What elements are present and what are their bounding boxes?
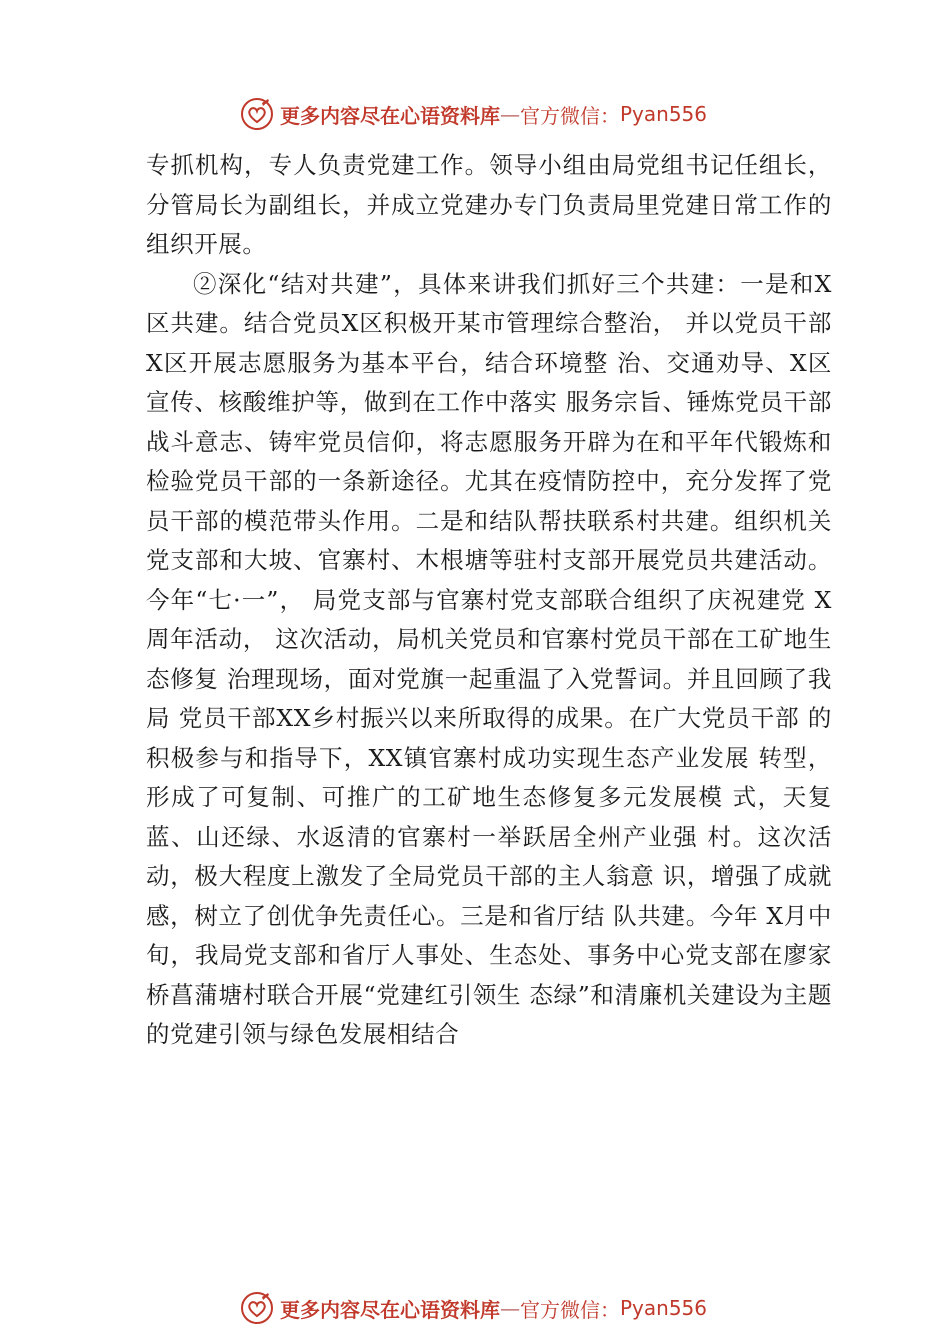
heart-pen-logo	[240, 97, 274, 131]
footer-banner	[240, 1290, 760, 1326]
banner-dash: —	[500, 102, 520, 126]
document-body	[146, 146, 832, 1055]
banner-wechat-label: 官方微信：	[520, 103, 620, 128]
banner-wechat-id: Pyan556	[620, 1296, 708, 1320]
banner-wechat-label: 官方微信：	[520, 1297, 620, 1322]
header-banner	[240, 96, 760, 132]
banner-brand-text: 更多内容尽在心语资料库	[280, 1297, 500, 1322]
banner-dash: —	[500, 1296, 520, 1320]
paragraph-1: 专抓机构，专人负责党建工作。领导小组由局党组书记任组长，分管局长为副组长，并成立党建办专门负责局里党建日常工作的组织开展。	[146, 151, 832, 258]
paragraph-2: ②深化“结对共建”，具体来讲我们抓好三个共建：一是和X区共建。结合党员X区积极开某市管理综合整治， 并以党员干部X区开展志愿服务为基本平台，结合环境整 治、交通劝导、X区宣传、核酸维护等，做到在工作中落实 服务宗旨、锤炼党员干部战斗意志、铸牢党员信仰，将志愿服务开辟为在和平年代锻炼和检验党员干部的一条新途径。尤其在疫情防控中，充分发挥了党员干部的模范带头作用。二是和结队帮扶联系村共建。组织机关党支部和大坡、官寨村、木根塘等驻村支部开展党员共建活动。今年“七·一”， 局党支部与官寨村党支部联合组织了庆祝建党 X周年活动， 这次活动，局机关党员和官寨村党员干部在工矿地生态修复 治理现场，面对党旗一起重温了入党誓词。并且回顾了我局 党员干部XX乡村振兴以来所取得的成果。在广大党员干部 的积极参与和指导下，XX镇官寨村成功实现生态产业发展 转型，形成了可复制、可推广的工矿地生态修复多元发展模 式，天复蓝、山还绿、水返清的官寨村一举跃居全州产业强 村。这次活动，极大程度上激发了全局党员干部的主人翁意 识，增强了成就感，树立了创优争先责任心。三是和省厅结 队共建。今年 X月中旬，我局党支部和省厅人事处、生态处、事务中心党支部在廖家桥菖蒲塘村联合开展“党建红引领生 态绿”和清廉机关建设为主题的党建引领与绿色发展相结合	[146, 269, 832, 1048]
banner-brand-text: 更多内容尽在心语资料库	[280, 103, 500, 128]
heart-pen-logo	[240, 1291, 274, 1325]
banner-wechat-id: Pyan556	[620, 102, 708, 126]
